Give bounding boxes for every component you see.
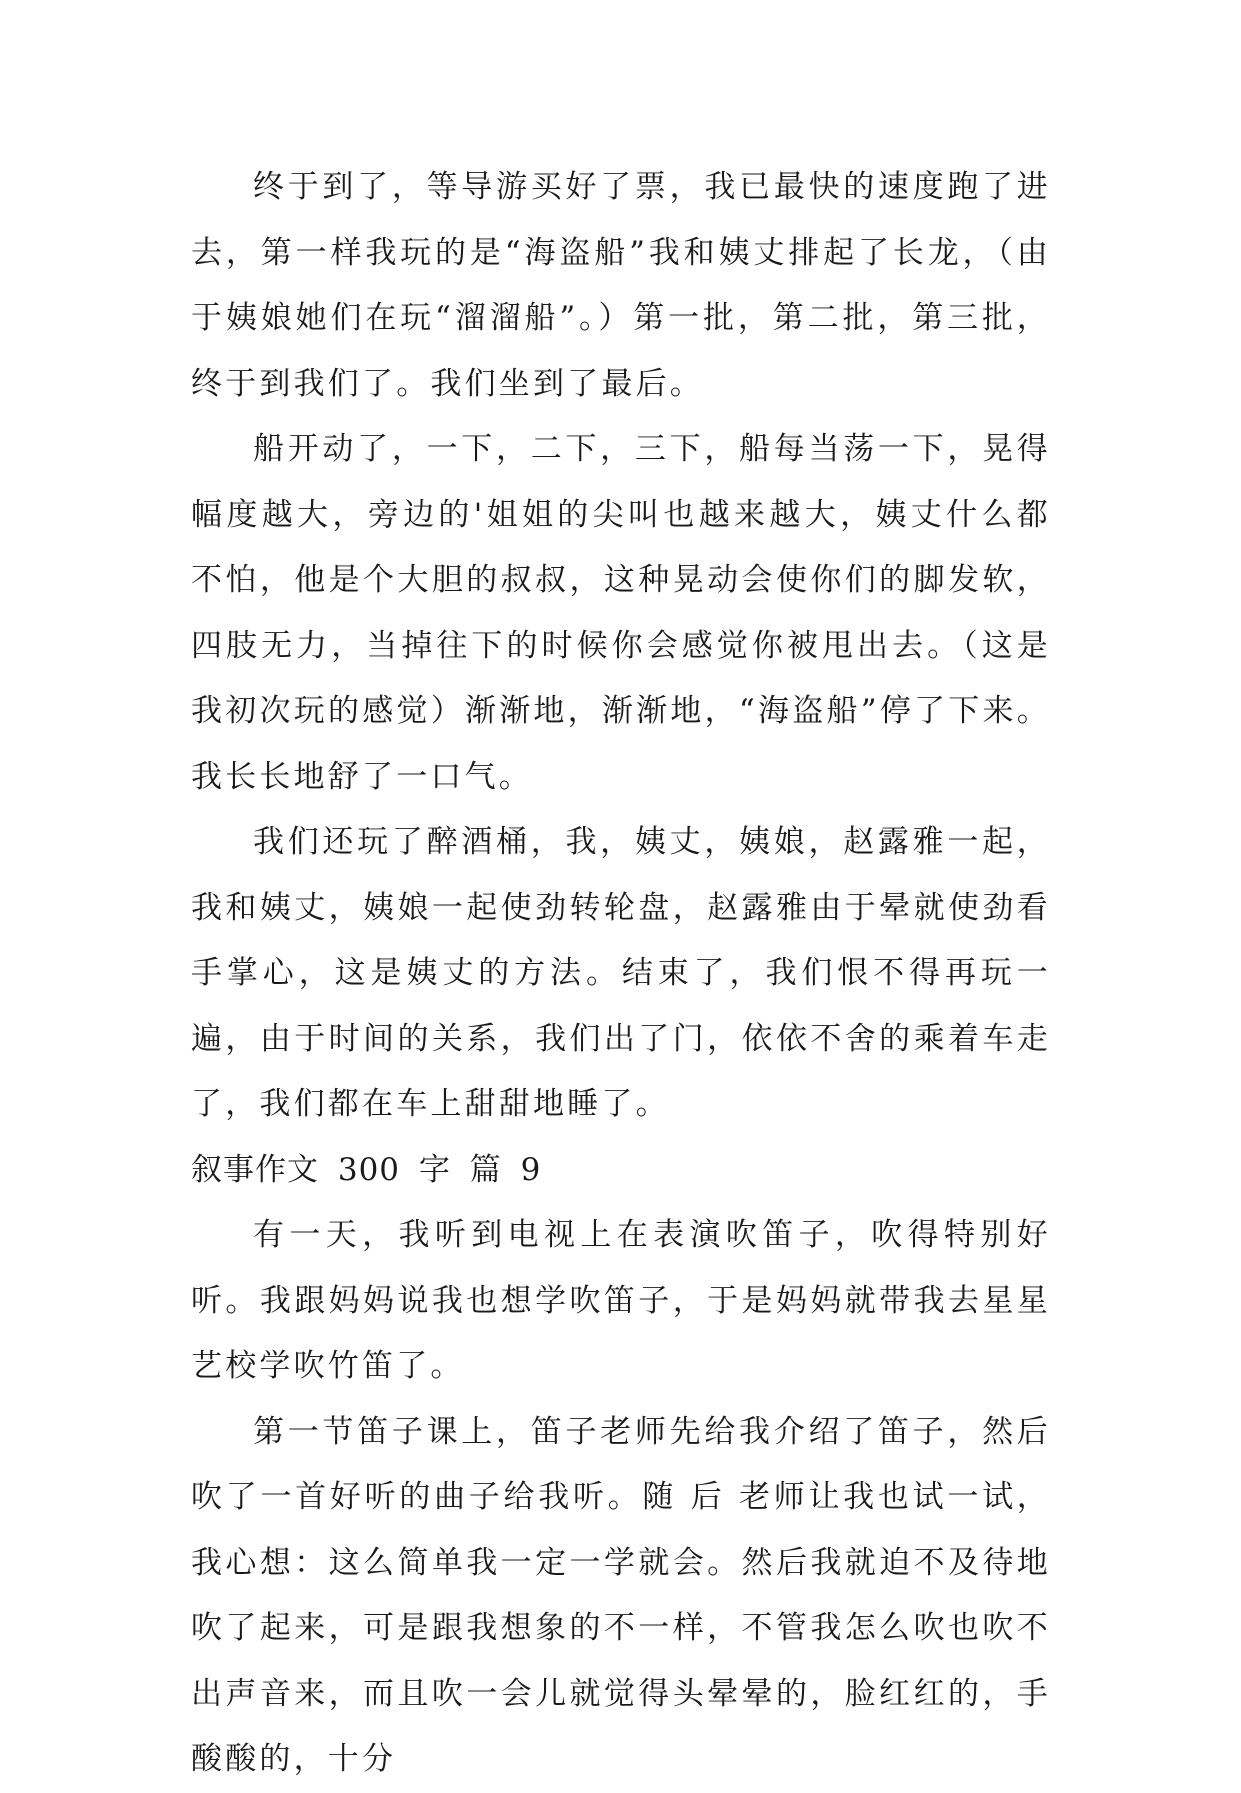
document-body xyxy=(191,155,1051,1793)
paragraph-flute-intro: 有一天，我听到电视上在表演吹笛子，吹得特别好听。我跟妈妈说我也想学吹笛子，于是妈妈就带我去星星艺校学吹竹笛了。 xyxy=(191,1217,1051,1384)
paragraph-drunken-barrel: 我们还玩了醉酒桶，我，姨丈，姨娘，赵露雅一起，我和姨丈，姨娘一起使劲转轮盘，赵露雅由于晕就使劲看手掌心，这是姨丈的方法。结束了，我们恨不得再玩一遍，由于时间的关系，我们出了门，依依不舍的乘着车走了，我们都在车上甜甜地睡了。 xyxy=(191,824,1051,1122)
paragraph-arrival: 终于到了，等导游买好了票，我已最快的速度跑了进去，第一样我玩的是“海盗船”我和姨丈排起了长龙，（由于姨娘她们在玩“溜溜船”。）第一批，第二批，第三批，终于到我们了。我们坐到了最后。 xyxy=(191,169,1051,402)
section-heading: 叙事作文 300 字 篇 9 xyxy=(191,1151,542,1188)
paragraph-pirate-ship: 船开动了，一下，二下，三下，船每当荡一下，晃得幅度越大，旁边的'姐姐的尖叫也越来越大，姨丈什么都不怕，他是个大胆的叔叔，这种晃动会使你们的脚发软，四肢无力，当掉往下的时候你会感觉你被甩出去。（这是我初次玩的感觉）渐渐地，渐渐地，“海盗船”停了下来。我长长地舒了一口气。 xyxy=(191,431,1051,795)
paragraph-first-flute-lesson: 第一节笛子课上，笛子老师先给我介绍了笛子，然后吹了一首好听的曲子给我听。随 后 老师让我也试一试，我心想：这么简单我一定一学就会。然后我就迫不及待地吹了起来，可是跟我想象的不一样，不管我怎么吹也吹不出声音来，而且吹一会儿就觉得头晕晕的，脸红红的，手酸酸的，十分 xyxy=(191,1413,1051,1777)
